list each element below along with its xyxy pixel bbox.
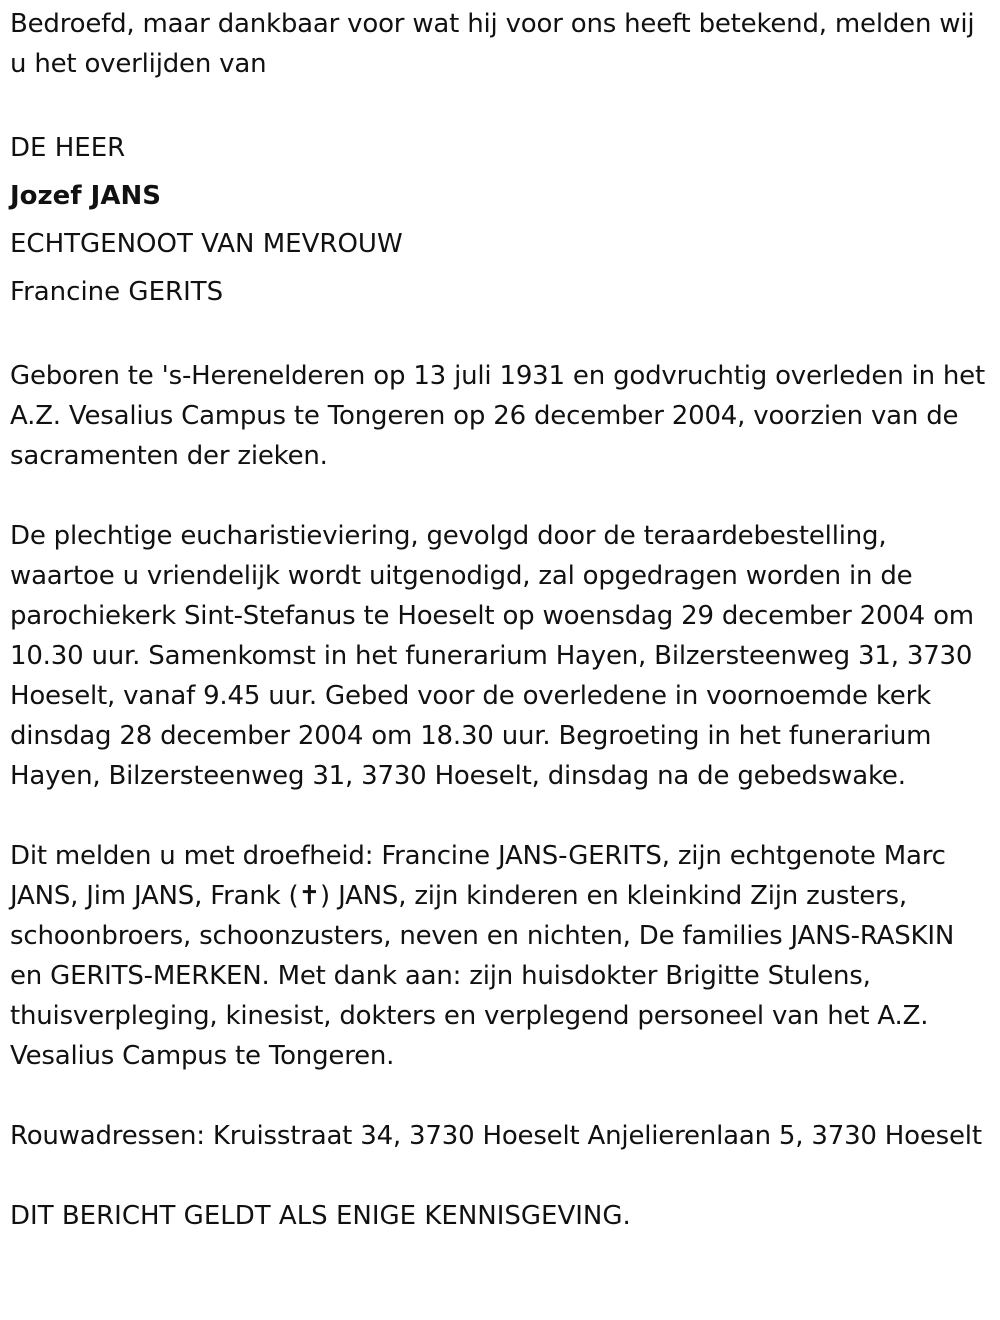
- title-prefix: DE HEER: [10, 133, 126, 163]
- intro-text: Bedroefd, maar dankbaar voor wat hij voor ons heeft betekend, melden wij u het overlijden van: [10, 9, 975, 79]
- family-paragraph: Dit melden u met droefheid: Francine JANS-GERITS, zijn echtgenote Marc JANS, Jim JANS, Frank (✝) JANS, zijn kinderen en kleinkind Zijn zusters, schoonbroers, schoonzusters, neven en nichten, De families JANS-RASKIN en GERITS-MERKEN. Met dank aan: zijn huisdokter Brigitte Stulens, thuisverpleging, kinesist, dokters en verplegend personeel van het A.Z. Vesalius Campus te Tongeren.: [10, 841, 955, 1071]
- addresses-paragraph: Rouwadressen: Kruisstraat 34, 3730 Hoeselt Anjelierenlaan 5, 3730 Hoeselt: [10, 1121, 982, 1151]
- deceased-name: Jozef JANS: [10, 181, 161, 211]
- spacer: [10, 796, 990, 836]
- spacer: [10, 84, 990, 124]
- spacer: [10, 1076, 990, 1116]
- spacer: [10, 316, 990, 356]
- spacer: [10, 1156, 990, 1196]
- spouse-label: ECHTGENOOT VAN MEVROUW: [10, 229, 403, 259]
- spouse-name: Francine GERITS: [10, 277, 224, 307]
- birth-death-paragraph: Geboren te 's-Herenelderen op 13 juli 1931 en godvruchtig overleden in het A.Z. Vesalius Campus te Tongeren op 26 december 2004, voorzien van de sacramenten der zieken.: [10, 361, 985, 471]
- spacer: [10, 476, 990, 516]
- ceremony-paragraph: De plechtige eucharistieviering, gevolgd door de teraardebestelling, waartoe u vriendelijk wordt uitgenodigd, zal opgedragen worden in de parochiekerk Sint-Stefanus te Hoeselt op woensdag 29 december 2004 om 10.30 uur. Samenkomst in het funerarium Hayen, Bilzersteenweg 31, 3730 Hoeselt, vanaf 9.45 uur. Gebed voor de overledene in voornoemde kerk dinsdag 28 december 2004 om 18.30 uur. Begroeting in het funerarium Hayen, Bilzersteenweg 31, 3730 Hoeselt, dinsdag na de gebedswake.: [10, 521, 974, 791]
- closing-statement: DIT BERICHT GELDT ALS ENIGE KENNISGEVING.: [10, 1201, 631, 1231]
